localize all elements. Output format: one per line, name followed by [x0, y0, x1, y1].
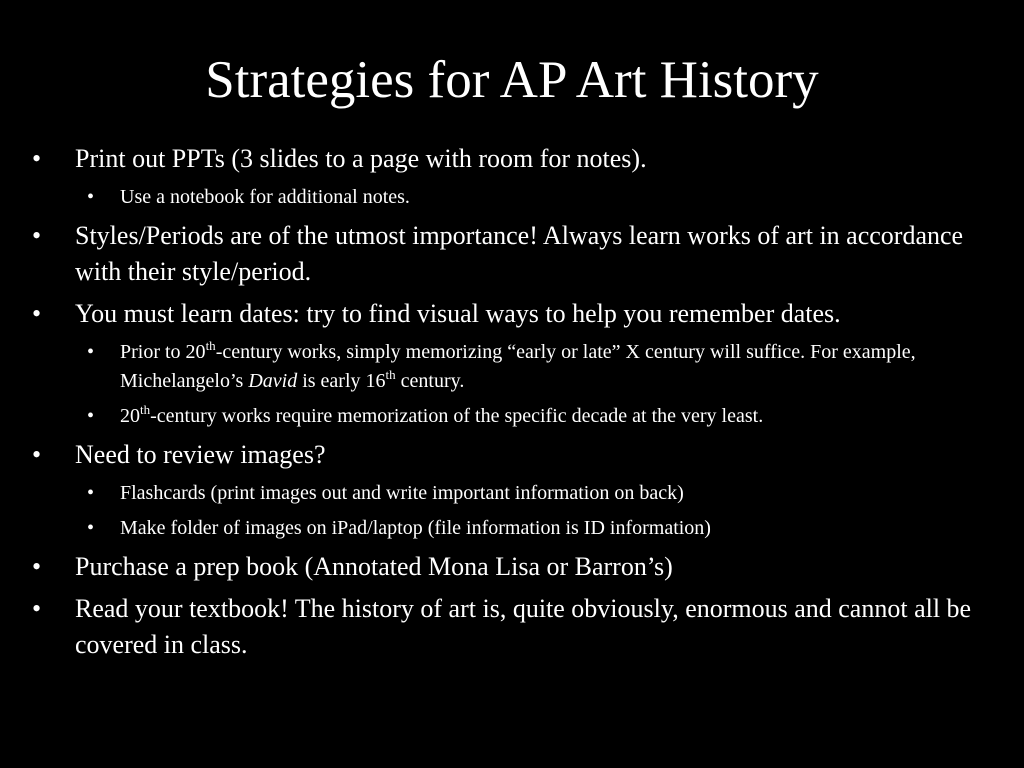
- bullet-marker: •: [32, 299, 42, 328]
- superscript: th: [385, 367, 396, 382]
- bullet-marker: •: [87, 186, 95, 208]
- text-segment: -century works, simply memorizing “early or late” X century will suffice. For example, Michelangelo’s: [120, 341, 916, 392]
- bullet-read-textbook: [30, 591, 995, 663]
- bullet-marker: •: [32, 552, 42, 581]
- bullet-text: Print out PPTs (3 slides to a page with room for notes).: [75, 144, 647, 173]
- bullet-marker: •: [32, 594, 42, 623]
- bullet-marker: •: [32, 221, 42, 250]
- bullet-text: Flashcards (print images out and write important information on back): [120, 482, 684, 504]
- bullet-text: Make folder of images on iPad/laptop (file information is ID information): [120, 517, 711, 539]
- sub-bullet-flashcards: [30, 479, 995, 508]
- bullet-review-images: [30, 437, 995, 473]
- bullet-marker: •: [87, 517, 95, 539]
- sub-bullet-notebook: [30, 183, 995, 212]
- bullet-text: Purchase a prep book (Annotated Mona Lisa or Barron’s): [75, 552, 673, 581]
- bullet-learn-dates: [30, 296, 995, 332]
- bullet-marker: •: [87, 405, 95, 427]
- sub-bullet-prior-20th: [30, 338, 995, 396]
- bullet-marker: •: [32, 440, 42, 469]
- bullet-text: Read your textbook! The history of art is, quite obviously, enormous and cannot all be covered in class.: [75, 594, 972, 659]
- bullet-text: You must learn dates: try to find visual ways to help you remember dates.: [75, 299, 841, 328]
- bullet-marker: •: [87, 341, 95, 363]
- bullet-marker: •: [87, 482, 95, 504]
- italic-title: David: [248, 370, 298, 392]
- bullet-list: [30, 141, 995, 669]
- bullet-text: [120, 338, 916, 392]
- sub-bullet-20th-century: [30, 402, 995, 431]
- bullet-text: Use a notebook for additional notes.: [120, 186, 410, 208]
- text-segment: century.: [395, 370, 465, 392]
- text-segment: is early 16: [297, 370, 386, 392]
- slide-title: Strategies for AP Art History: [205, 51, 819, 109]
- bullet-text: Need to review images?: [75, 440, 326, 469]
- bullet-marker: •: [32, 144, 42, 173]
- superscript: th: [205, 338, 216, 353]
- text-segment: -century works require memorization of the specific decade at the very least.: [150, 405, 764, 427]
- bullet-text: Styles/Periods are of the utmost importance! Always learn works of art in accordance with their style/period.: [75, 221, 964, 286]
- text-segment: 20: [120, 405, 140, 427]
- bullet-text: [120, 402, 764, 427]
- bullet-print-ppts: [30, 141, 995, 177]
- superscript: th: [140, 402, 151, 417]
- sub-bullet-folder: [30, 514, 995, 543]
- bullet-prep-book: [30, 549, 995, 585]
- text-segment: Prior to 20: [120, 341, 206, 363]
- bullet-styles-periods: [30, 218, 995, 290]
